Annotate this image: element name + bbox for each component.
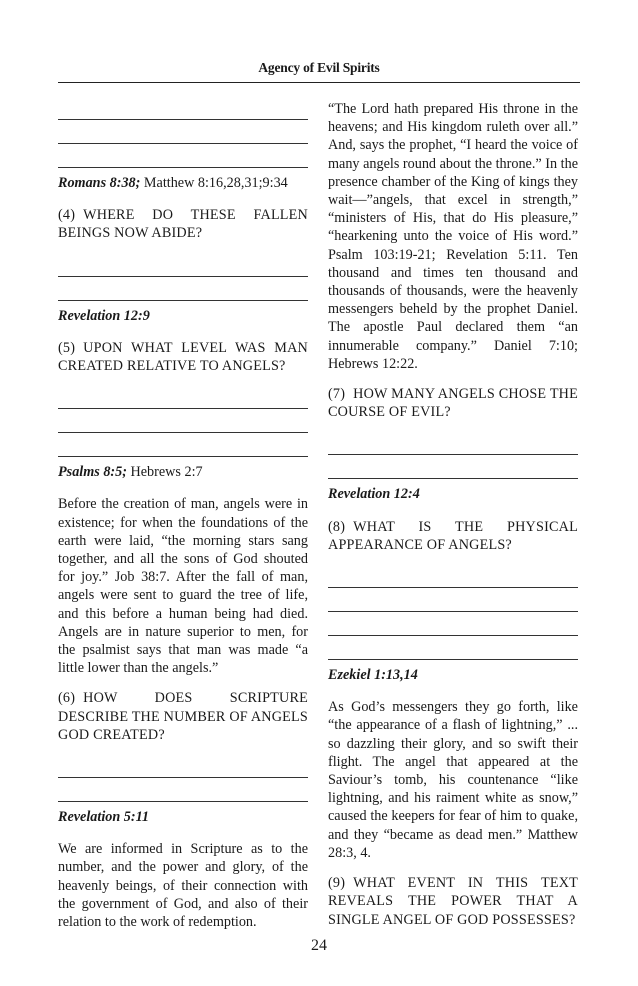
question-number: (4) <box>58 207 76 224</box>
question-text: HOW MANY ANGELS CHOSE THE COURSE OF EVIL? <box>328 386 578 421</box>
left-column <box>58 100 308 943</box>
answer-line[interactable] <box>328 564 578 588</box>
commentary-paragraph: We are informed in Scripture as to the number, and the power and glory, of the heavenly beings, of their connection with the government of God, and also of their relation to the work of redemption. <box>58 841 308 931</box>
question-5 <box>58 339 308 375</box>
ref-bold: Psalms 8:5; <box>58 464 127 481</box>
answer-line[interactable] <box>58 120 308 144</box>
question-number: (6) <box>58 690 76 707</box>
answer-line[interactable] <box>58 100 308 120</box>
question-6 <box>58 689 308 744</box>
commentary-paragraph: As God’s messengers they go forth, like “the appearance of a flash of lightning,” ... so dazzling their glory, and so swift their flight. The angel that appeared at the Saviour’s tomb, his countenance “like lightning, and his raiment white as snow,” caused the keepers for fear of him to quake, and they “became as dead men.” Matthew 28:3, 4. <box>328 699 578 861</box>
answer-line[interactable] <box>58 385 308 409</box>
question-8 <box>328 518 578 554</box>
commentary-paragraph: Before the creation of man, angels were in existence; for when the foundations of the earth were laid, “the morning stars sang together, and all the sons of God shouted for joy.” Job 38:7. After the fall of man, angels were sent to guard the tree of life, and this before a human being had died. Angels are in nature superior to men, for the psalmist says that man was made “a little lower than the angels.” <box>58 496 308 677</box>
scripture-reference: Revelation 5:11 <box>58 809 150 826</box>
question-number: (7) <box>328 386 346 403</box>
ref-rest: Matthew 8:16,28,31;9:34 <box>140 175 288 191</box>
answer-line[interactable] <box>328 455 578 479</box>
answer-line[interactable] <box>58 409 308 433</box>
question-number: (9) <box>328 875 346 892</box>
answer-line[interactable] <box>58 778 308 802</box>
answer-line[interactable] <box>328 588 578 612</box>
question-7 <box>328 385 578 421</box>
question-4 <box>58 206 308 242</box>
right-column <box>328 100 578 939</box>
page-number: 24 <box>311 937 327 954</box>
answer-line[interactable] <box>58 277 308 301</box>
scripture-reference <box>58 174 308 192</box>
scripture-reference: Ezekiel 1:13,14 <box>328 667 418 684</box>
question-text: WHAT IS THE PHYSICAL APPEARANCE OF ANGELS? <box>328 518 578 553</box>
answer-line[interactable] <box>328 636 578 660</box>
commentary-paragraph: “The Lord hath prepared His throne in the heavens; and His kingdom ruleth over all.” And, says the prophet, “I heard the voice of many angels round about the throne.” In the presence chamber of the King of kings they wait—”angels, that excel in strength,” “ministers of His, that do His pleasure,” “hearkening unto the voice of His word.” Psalm 103:19-21; Revelation 5:11. Ten thousand and times ten thousand and thousands of thousands, were the heavenly messengers beheld by the prophet Daniel. The apostle Paul declared them “an innumerable company.” Daniel 7:10; Hebrews 12:22. <box>328 101 578 372</box>
answer-line[interactable] <box>58 253 308 277</box>
answer-line[interactable] <box>58 433 308 457</box>
question-text: HOW DOES SCRIPTURE DESCRIBE THE NUMBER OF ANGELS GOD CREATED? <box>58 690 308 743</box>
question-text: WHAT EVENT IN THIS TEXT REVEALS THE POWER THAT A SINGLE ANGEL OF GOD POSSESSES? <box>328 875 578 928</box>
question-text: WHERE DO THESE FALLEN BEINGS NOW ABIDE? <box>58 207 308 242</box>
header-rule <box>58 82 580 83</box>
scripture-reference: Revelation 12:4 <box>328 486 420 503</box>
answer-line[interactable] <box>328 612 578 636</box>
running-header: Agency of Evil Spirits <box>258 60 380 75</box>
question-number: (8) <box>328 518 346 535</box>
question-number: (5) <box>58 339 76 356</box>
answer-line[interactable] <box>58 144 308 168</box>
scripture-reference <box>58 463 308 481</box>
question-text: UPON WHAT LEVEL WAS MAN CREATED RELATIVE TO ANGELS? <box>58 339 308 375</box>
ref-rest: Hebrews 2:7 <box>126 464 203 481</box>
ref-bold: Romans 8:38; <box>58 175 141 191</box>
question-9 <box>328 874 578 929</box>
answer-line[interactable] <box>328 431 578 455</box>
answer-line[interactable] <box>58 754 308 778</box>
scripture-reference: Revelation 12:9 <box>58 307 150 324</box>
